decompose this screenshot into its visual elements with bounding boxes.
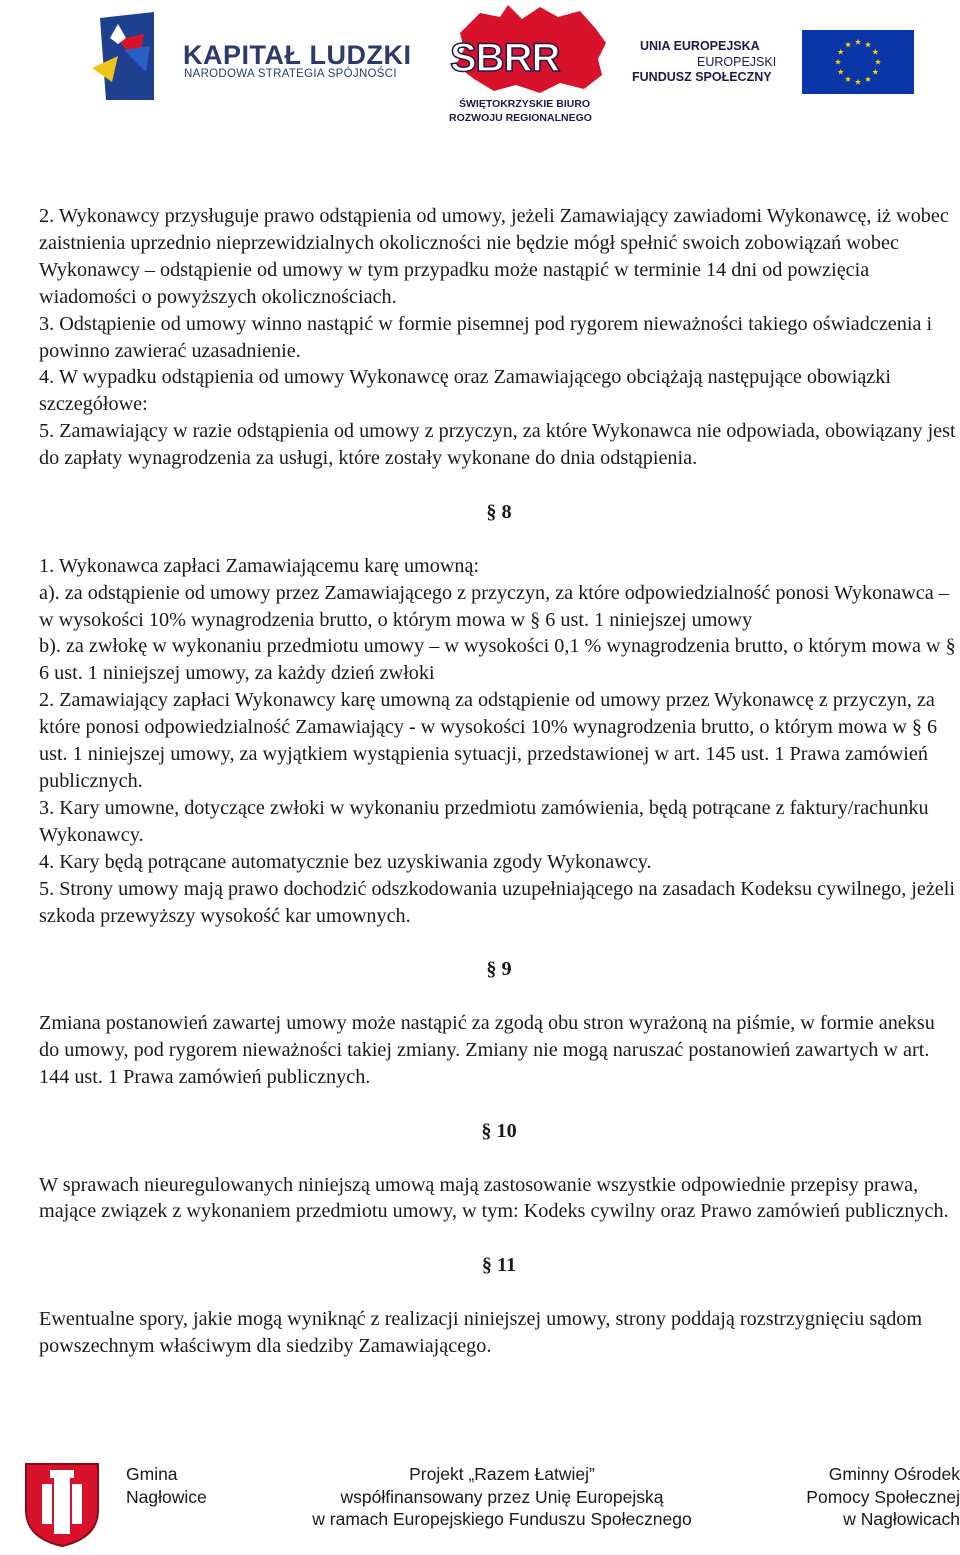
footer-gmina [126, 1463, 207, 1508]
footer-gmina-line1: Gmina [126, 1464, 178, 1484]
ue-line3: FUNDUSZ SPOŁECZNY [632, 70, 772, 84]
footer-ops-line2: Pomocy Społecznej [806, 1486, 960, 1507]
s8-paragraph-1: 1. Wykonawca zapłaci Zamawiającemu karę umowną: [39, 554, 480, 577]
s10-paragraph: W sprawach nieuregulowanych niniejszą umową mają zastosowanie wszystkie odpowiednie przepisy prawa, mające związek z wykonaniem przedmiotu umowy, w tym: Kodeks cywilny oraz Prawo zamówień publicznych. [39, 1173, 949, 1223]
footer-ops-line3: w Nagłowicach [843, 1509, 960, 1529]
page-header [0, 0, 960, 140]
footer-ops [780, 1463, 960, 1531]
sbrr-title: SBRR [450, 36, 560, 80]
section-9-heading: § 9 [486, 958, 512, 981]
document-body [39, 203, 959, 1360]
paragraph-2: 2. Wykonawcy przysługuje prawo odstąpienia od umowy, jeżeli Zamawiający zawiadomi Wykonawcę, iż wobec zaistnienia uprzednio nieprzewidzialnych okoliczności nie będzie mógł spełnić swoich zobowiązań wobec Wykonawcy – odstąpienie od umowy w tym przypadku może nastąpić w terminie 14 dni od powzięcia wiadomości o powyższych okolicznościach. [39, 205, 949, 308]
paragraph-5: 5. Zamawiający w razie odstąpienia od umowy z przyczyn, za które Wykonawca nie odpowiada, obowiązany jest do zapłaty wynagrodzenia za usługi, które zostały wykonane do dnia odstąpienia. [39, 420, 956, 470]
paragraph-3: 3. Odstąpienie od umowy winno nastąpić w formie pisemnej pod rygorem nieważności takiego oświadczenia i powinno zawierać uzasadnienie. [39, 312, 933, 362]
kapital-ludzki-title: KAPITAŁ LUDZKI [183, 40, 412, 70]
footer-gmina-line2: Nagłowice [126, 1486, 207, 1507]
paragraph-4: 4. W wypadku odstąpienia od umowy Wykonawcę oraz Zamawiającego obciążają następujące obowiązki szczegółowe: [39, 366, 891, 416]
s8-paragraph-b: b). za zwłokę w wykonaniu przedmiotu umowy – w wysokości 0,1 % wynagrodzenia brutto, o którym mowa w § 6 ust. 1 niniejszej umowy, za każdy dzień zwłoki [39, 635, 956, 685]
section-8-heading: § 8 [486, 500, 512, 523]
s8-paragraph-3: 3. Kary umowne, dotyczące zwłoki w wykonaniu przedmiotu zamówienia, będą potrącane z faktury/rachunku Wykonawcy. [39, 796, 929, 846]
kapital-ludzki-logo-icon [88, 10, 160, 102]
sbrr-subtitle-line2: ROZWOJU REGIONALNEGO [449, 112, 592, 124]
footer-ops-line1: Gminny Ośrodek [828, 1464, 960, 1484]
sbrr-subtitle-line1: ŚWIĘTOKRZYSKIE BIURO [459, 98, 591, 110]
s8-paragraph-a: a). za odstąpienie od umowy przez Zamawiającego z przyczyn, za które odpowiedzialność ponosi Wykonawca – w wysokości 10% wynagrodzenia brutto, o którym mowa w § 6 ust. 1 niniejszej umowy [39, 581, 949, 631]
section-10-heading: § 10 [481, 1119, 517, 1142]
ue-line1: UNIA EUROPEJSKA [640, 39, 760, 53]
footer-projekt-line3: w ramach Europejskiego Funduszu Społecznego [312, 1509, 692, 1529]
s8-paragraph-5: 5. Strony umowy mają prawo dochodzić odszkodowania uzupełniającego na zasadach Kodeksu cywilnego, jeżeli szkoda przewyższy wysokość kar umownych. [39, 877, 955, 927]
footer-projekt-line1: Projekt „Razem Łatwiej” [409, 1464, 595, 1484]
section-11-heading: § 11 [481, 1254, 517, 1277]
eu-flag-icon [802, 30, 914, 94]
s11-paragraph: Ewentualne spory, jakie mogą wyniknąć z realizacji niniejszej umowy, strony poddają rozstrzygnięciu sądom powszechnym właściwym dla siedziby Zamawiającego. [39, 1308, 923, 1357]
footer-projekt [290, 1463, 714, 1531]
footer-projekt-line2: współfinansowany przez Unię Europejską [340, 1486, 664, 1507]
s8-paragraph-4: 4. Kary będą potrącane automatycznie bez uzyskiwania zgody Wykonawcy. [39, 850, 652, 873]
s9-paragraph: Zmiana postanowień zawartej umowy może nastąpić za zgodą obu stron wyrażoną na piśmie, w formie aneksu do umowy, pod rygorem nieważności takiej zmiany. Zmiany nie mogą naruszać postanowień zawartych w art. 144 ust. 1 Prawa zamówień publicznych. [39, 1012, 935, 1088]
s8-paragraph-2: 2. Zamawiający zapłaci Wykonawcy karę umowną za odstąpienie od umowy przez Wykonawcę z przyczyn, za które ponosi odpowiedzialność Zamawiający - w wysokości 10% wynagrodzenia brutto, o którym mowa w § 6 ust. 1 niniejszej umowy, za wyjątkiem wystąpienia sytuacji, przedstawionej w art. 145 ust. 1 Prawa zamówień publicznych. [39, 689, 938, 792]
ue-line2: EUROPEJSKI [697, 55, 777, 69]
naglowice-coat-of-arms-icon [24, 1462, 100, 1548]
kapital-ludzki-subtitle: NARODOWA STRATEGIA SPÓJNOŚCI [184, 68, 397, 80]
